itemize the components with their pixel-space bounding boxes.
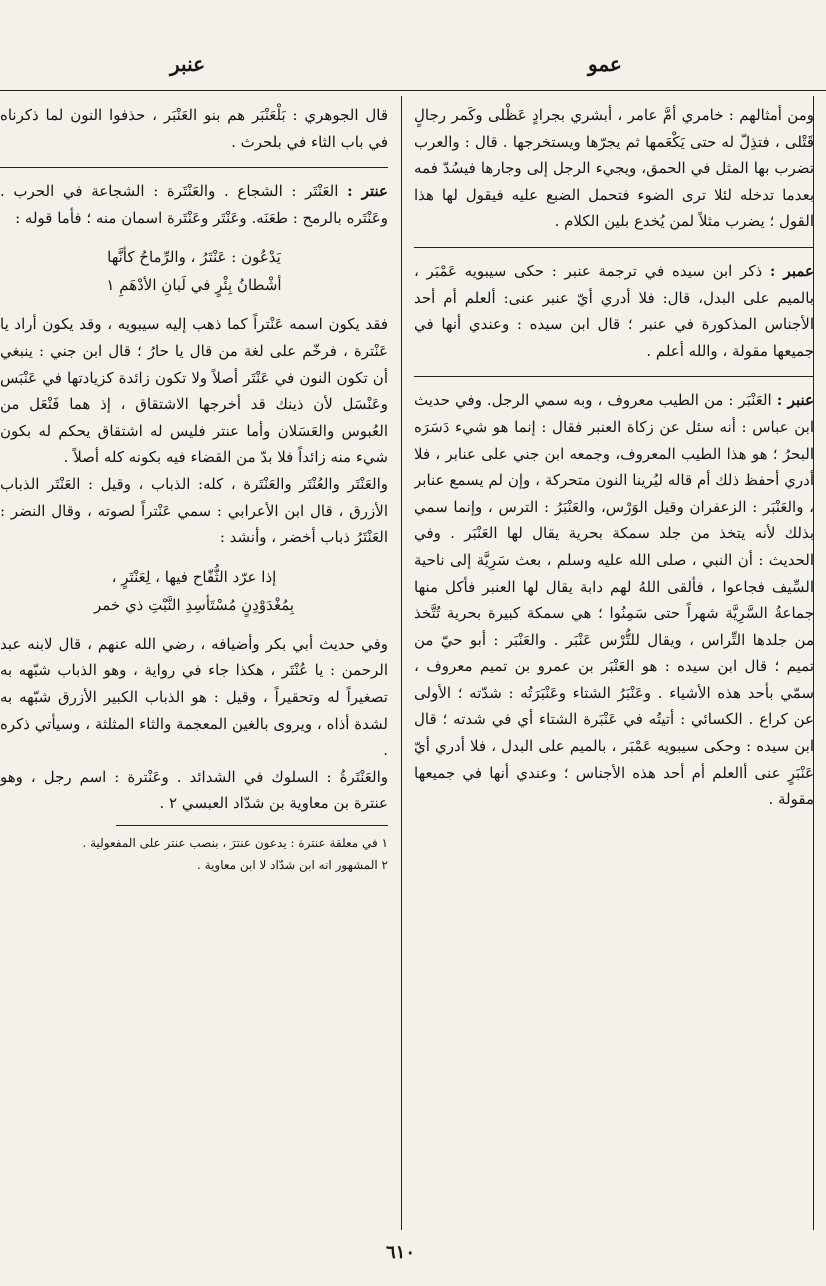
entry-headword: عنبر : (776, 391, 814, 410)
verse-block (0, 563, 388, 619)
footnote-2: ٢ المشهور انه ابن شدّاد لا ابن معاوية . (197, 857, 388, 872)
entry-headword: عنتر : (347, 182, 388, 201)
entry-text: العَنْتَر : الشجاع . والعَنْتَرة : الشجاعة في الحرب . وعَنْتَره بالرمح : طعَنَه. وعَنْتَر وعَنْتَرة اسمان منه ؛ فأما قوله : (0, 182, 388, 227)
verse-line: إذا عرّد الثُّفّاح فيها ، لِعَنْتَرٍ ، (111, 567, 277, 586)
verse-line: بِمُغْدَوْدِنٍ مُسْتَأسِدِ النَّبْتِ ذي خمر (93, 595, 295, 614)
verse-line: يَدْعُون : عَنْتَرُ ، والرِّماحُ كأنَّها (107, 248, 281, 267)
suluk-paragraph: والعَنْتَرةُ : السلوك في الشدائد . وعَنْترة : اسم رجل ، وهو عنترة بن معاوية بن شدّاد العبسي ٢ . (0, 767, 388, 813)
header-rule (0, 90, 826, 91)
header-keyword-right: عمو (588, 52, 622, 76)
column-divider (401, 96, 402, 1230)
ibn-jinni-paragraph: فقد يكون اسمه عَنْتراً كما ذهب إليه سيبويه ، وقد يكون أراد يا عَنْترة ، فرخّم على لغة من قال يا حارُ ؛ قال ابن جني : ينبغي أن تكون النون في عَنْتَر أصلاً ولا تكون زائدة كزيادتها في عَنْبَس وعَنْسَل لأن ذينك قد أخرجها الاشتقاق ، إذ هما فَنْعَل من العُبوس والعَسَلان وأما عنتر فليس له اشتقاق يحكم له بكون شيء منه زائداً فلا بدّ من القضاء فيه بكونه كله أصلاً . (0, 315, 388, 467)
page-number: ٦١٠ (386, 1242, 416, 1263)
entry-text: العَنْبَر : من الطيب معروف ، وبه سمي الرجل. وفي حديث ابن عباس : أنه سئل عن زكاة العنبر فقال : إنما هو شيء دَسَرَه البحرُ ؛ هو هذا الطيب المعروف، وجمعه ابن جني على عنابر ، فلا أدري أحفظ ذلك أم قاله ليُرينا النون متحركة ، وإن لم يسمع عنابر ، والعَنْبَر : الزعفران وقيل الوَرْس، والعَنْبَرُ : الترس ، وإنما سمي بذلك لأنه يتخذ من جلد سمكة بحرية يقال لها العَنْبَر . وفي الحديث : أن النبي ، صلى الله عليه وسلم ، بعث سَرِيَّة إلى ناحية السِّيف فجاعوا ، فألقى اللهُ لهم دابة يقال لها العنبر فأكل منها جماعةُ السَّرِيَّة شهراً حتى سَمِنُوا ؛ هي سمكة كبيرة بحرية تُتَّخذ من جلدها التِّراس ، ويقال للتُّرْس عَنْبَر . والعَنْبَر : أبو حيّ من تميم ؛ قال ابن سيده : هو العَنْبَر بن عمرو بن تميم معروف ، سمّي بأحد هذه الأشياء . وعَنْبَرُ الشتاء وعَنْبَرَتُه : شدّته ؛ الأولى عن كراع . الكسائي : أتيتُه في عَنْبَرة الشتاء أي في شدته ؛ قال ابن سيده : وحكى سيبويه عَمْبَر ، بالميم على البدل ، فلا أدري أيّ عَنْبَرٍ عنى أالعلم أم أحد هذه الأجناس ؛ وعندي أنها في جميعها مقولة . (414, 391, 814, 809)
entry-proverb (414, 102, 814, 235)
entry-ambar (414, 258, 814, 364)
verse-block (0, 243, 388, 299)
header-keyword-left: عنبر (170, 52, 206, 76)
entry-text: ومن أمثالهم : خامري أمَّ عامر ، أبشري بجرادٍ عَظْلى وكَمر رجالٍ قَتْلى ، فتذِلّ له حتى يَكْعَمها ثم يجرّها ويستخرجها . قال : والعرب تضرب بها المثل في الحمق، ويجيء الرجل إلى وجارها فيسُدّ فمه بعدما تدخله لئلا ترى الضوء فتحمل الضبع عليه فيقول لها هذا القول ؛ يضرب مثلاً لمن يُخدع بلين الكلام . (414, 106, 814, 231)
entry-anbar (414, 387, 814, 813)
hadith-paragraph: وفي حديث أبي بكر وأضيافه ، رضي الله عنهم ، قال لابنه عبد الرحمن : يا عُنْتَر ، هكذا جاء في رواية ، وهو الذباب شبّهه به تصغيراً له وتحقيراً ، وقيل : هو الذباب الكبير الأزرق شبّهه به لشدة أذاه ، ويروى بالغين المعجمة والثاء المثلثة ، وسيأتي ذكره . (0, 634, 388, 760)
right-column (414, 102, 814, 1224)
dhubab-paragraph: والعَنْتَر والعُنْتَر والعَنْتَرة ، كله: الذباب ، وقيل : العَنْتَر الذباب الأزرق ، قال ابن الأعرابي : سمي عَنْتراً لصوته ، وقال النضر : العَنْتَرُ ذباب أخضر ، وأنشد : (0, 474, 388, 547)
entry-separator (414, 247, 814, 248)
entry-separator (0, 167, 388, 168)
entry-headword: عمبر : (769, 261, 814, 280)
entry-separator (414, 376, 814, 377)
footnote-rule (116, 825, 388, 826)
footnote-1: ١ في معلقة عنترة : يدعون عنترَ ، بنصب عنتر على المفعولية . (82, 835, 388, 850)
left-column (0, 102, 388, 1224)
verse-line: أشْطانُ بِئْرٍ في لَبانِ الأدْهَمِ ١ (106, 276, 282, 295)
entry-text: ذكر ابن سيده في ترجمة عنبر : حكى سيبويه عَمْبَر ، بالميم على البدل، قال: فلا أدري أيّ عنبر عنى: ألعلم أم أحد الأجناس المذكورة في عنبر ؛ قال ابن سيده : وعندي أنها في جميعها مقولة ، والله أعلم . (414, 261, 814, 360)
entry-antar (0, 178, 388, 231)
jawhari-paragraph: قال الجوهري : بَلْعَنْبَر هم بنو العَنْبَر ، حذفوا النون لما ذكرناه في باب الثاء في بلحرث . (0, 106, 388, 151)
